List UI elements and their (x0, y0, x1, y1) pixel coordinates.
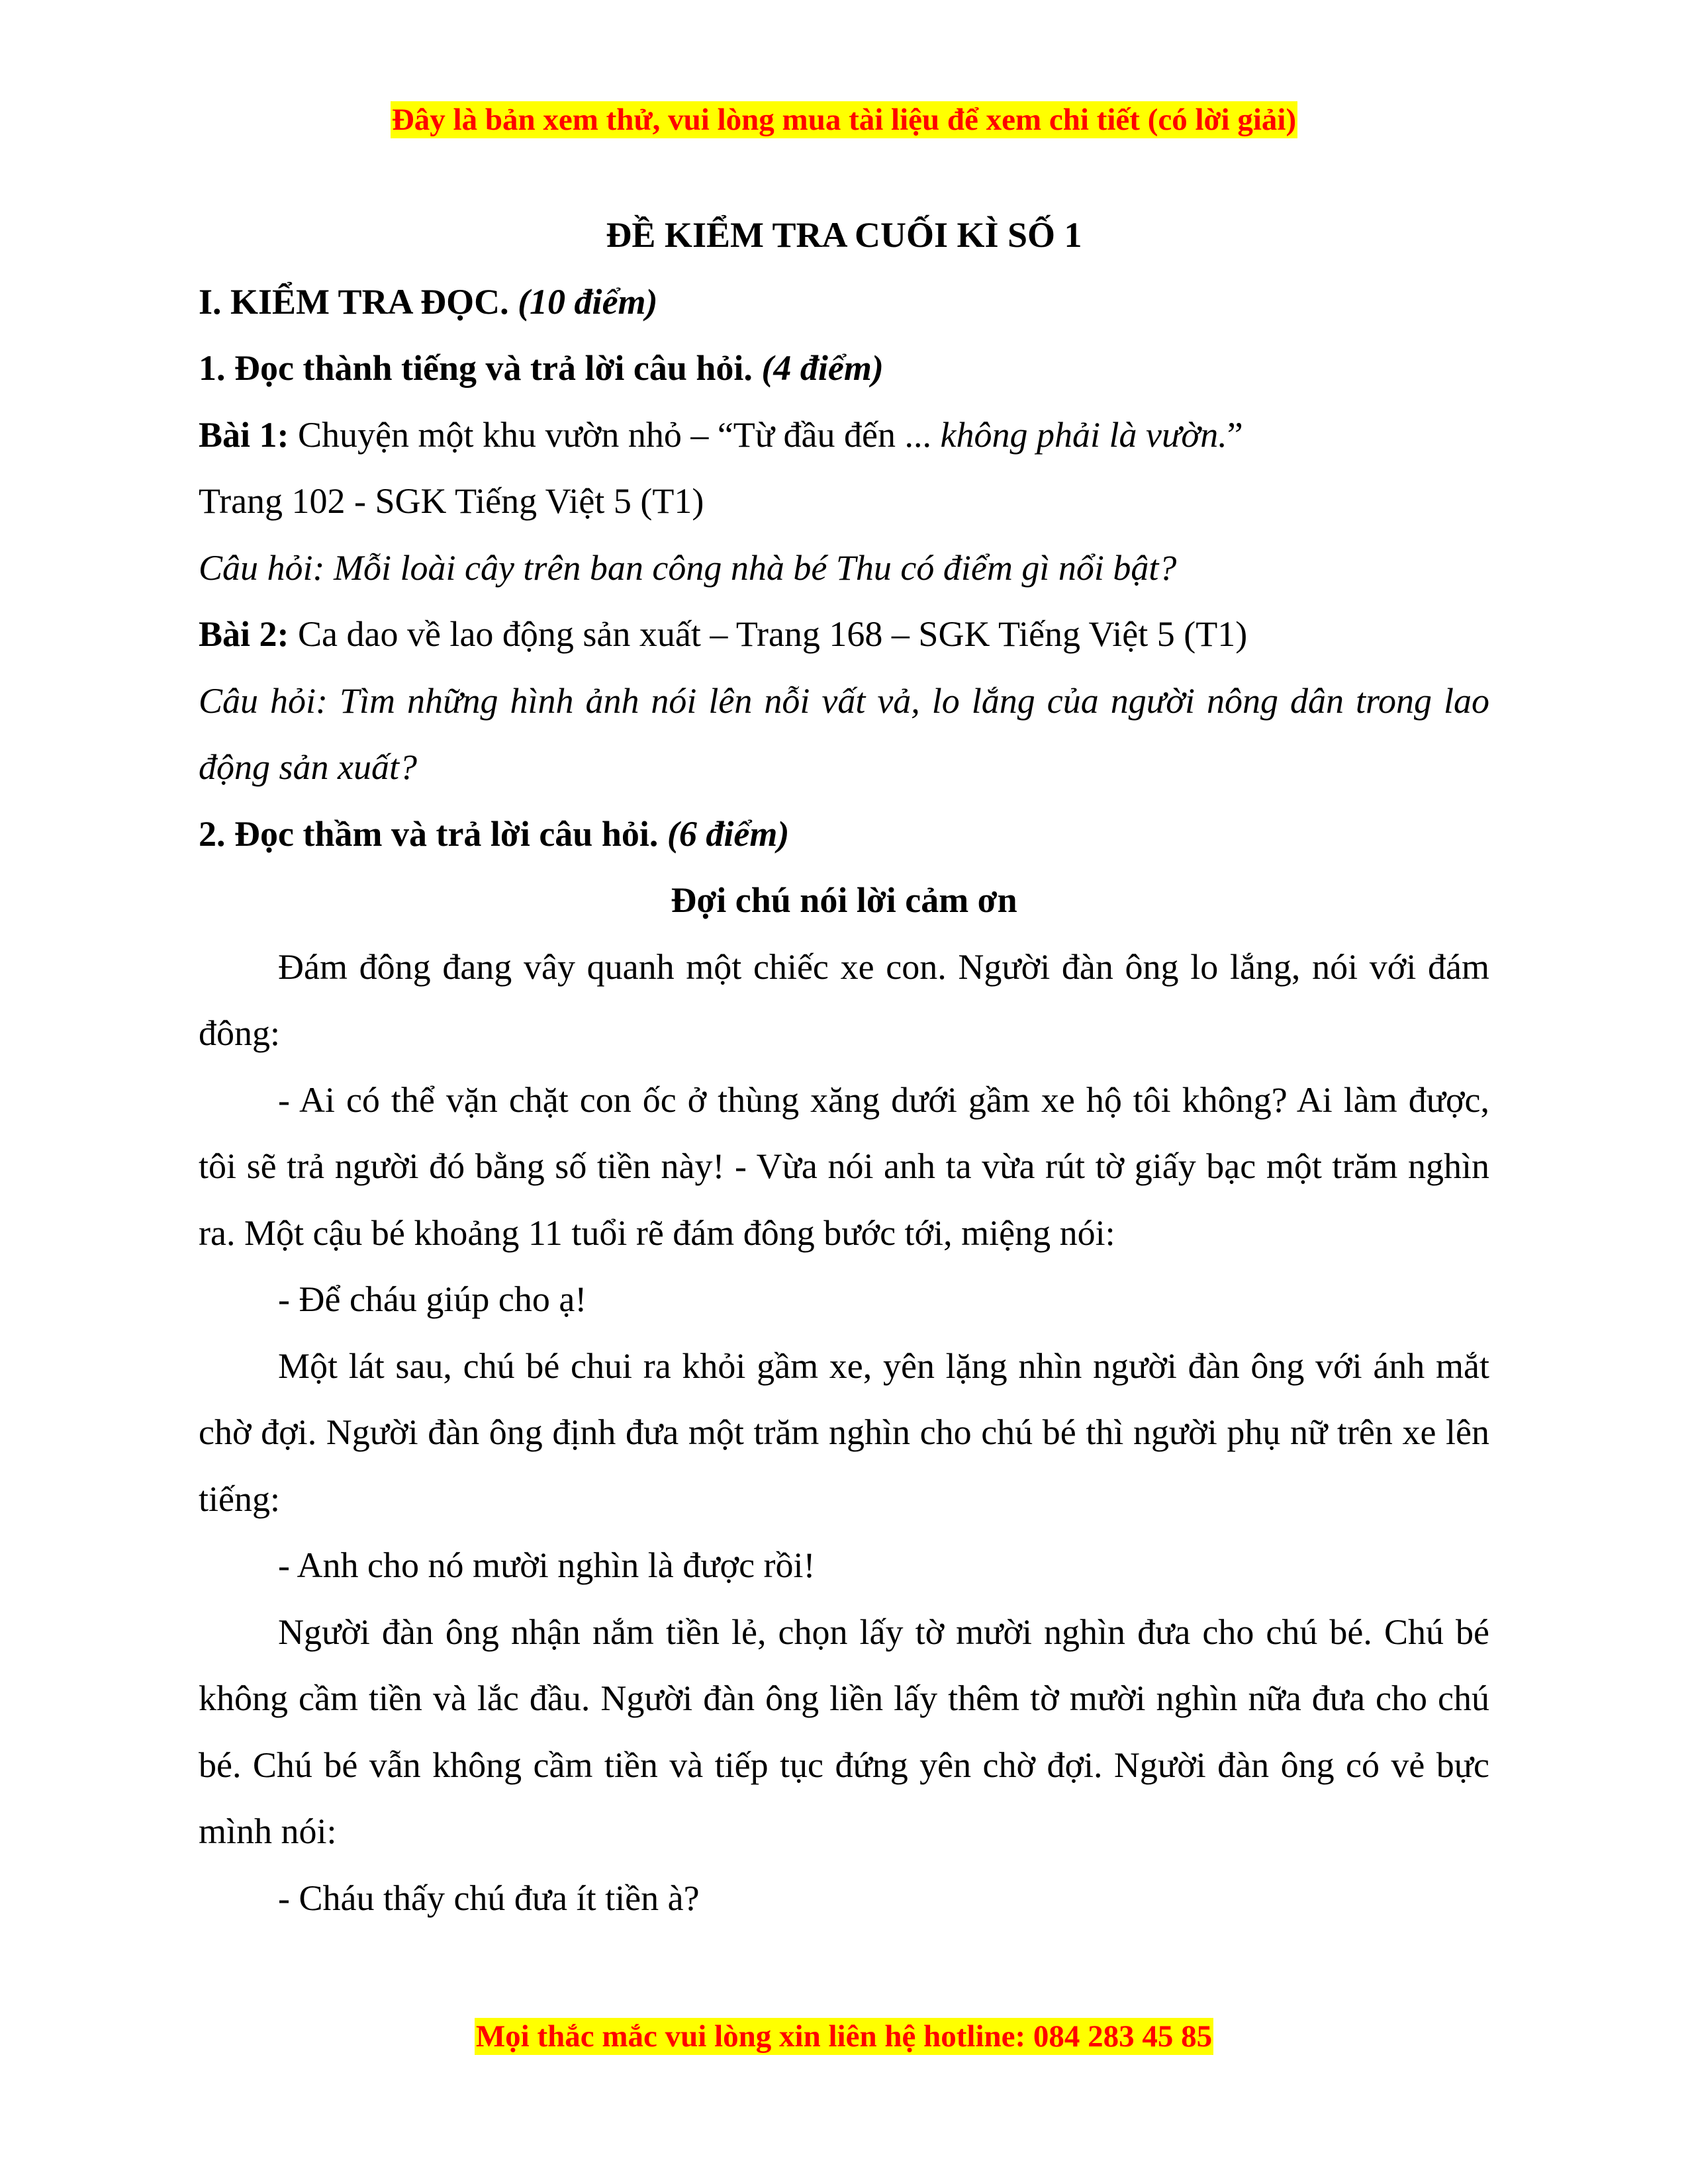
story-paragraph: - Để cháu giúp cho ạ! (278, 1279, 587, 1319)
bai1-text-italic: không phải là vườn. (940, 414, 1227, 455)
part2-points: (6 điểm) (667, 813, 790, 854)
bai1-label: Bài 1: (199, 414, 289, 455)
bai2-label: Bài 2: (199, 614, 289, 654)
section1-title: I. KIỂM TRA ĐỌC. (199, 281, 509, 322)
bai2-line (199, 601, 1489, 668)
story-paragraph: Đám đông đang vây quanh một chiếc xe con. Người đàn ông lo lắng, nói với đám đông: (199, 946, 1489, 1053)
bai1-text-end: ” (1227, 414, 1243, 455)
bai1-text: Chuyện một khu vườn nhỏ – “Từ đầu đến ... (298, 414, 931, 455)
part2-title: 2. Đọc thầm và trả lời câu hỏi. (199, 813, 659, 854)
exam-title: ĐỀ KIỂM TRA CUỐI KÌ SỐ 1 (606, 215, 1082, 255)
bai1-source: Trang 102 - SGK Tiếng Việt 5 (T1) (199, 481, 704, 521)
part1-points: (4 điểm) (761, 348, 884, 388)
preview-notice-text: Đây là bản xem thử, vui lòng mua tài liệu để xem chi tiết (có lời giải) (391, 103, 1297, 137)
bai2-question: Câu hỏi: Tìm những hình ảnh nói lên nỗi vất vả, lo lắng của người nông dân trong lao động sản xuất? (199, 680, 1489, 787)
story-paragraph: Một lát sau, chú bé chui ra khỏi gầm xe, yên lặng nhìn người đàn ông với ánh mắt chờ đợi. Người đàn ông định đưa một trăm nghìn cho chú bé thì người phụ nữ trên xe lên tiếng: (199, 1345, 1489, 1519)
story-title: Đợi chú nói lời cảm ơn (671, 880, 1017, 920)
hotline-text: Mọi thắc mắc vui lòng xin liên hệ hotline: 084 283 45 85 (475, 2019, 1213, 2054)
story-paragraph: - Cháu thấy chú đưa ít tiền à? (278, 1878, 700, 1918)
bai2-text: Ca dao về lao động sản xuất – Trang 168 – SGK Tiếng Việt 5 (T1) (298, 614, 1248, 654)
bai1-line (199, 402, 1489, 469)
section1-points: (10 điểm) (518, 281, 658, 322)
bai1-question: Câu hỏi: Mỗi loài cây trên ban công nhà bé Thu có điểm gì nổi bật? (199, 547, 1177, 588)
part2-heading (199, 801, 1489, 868)
story-paragraph: - Anh cho nó mười nghìn là được rồi! (278, 1545, 816, 1585)
preview-notice-banner (0, 101, 1688, 139)
section1-heading (199, 269, 1489, 336)
part1-heading (199, 335, 1489, 402)
story-paragraph: Người đàn ông nhận nắm tiền lẻ, chọn lấy tờ mười nghìn đưa cho chú bé. Chú bé không cầm tiền và lắc đầu. Người đàn ông liền lấy thêm tờ mười nghìn nữa đưa cho chú bé. Chú bé vẫn không cầm tiền và tiếp tục đứng yên chờ đợi. Người đàn ông có vẻ bực mình nói: (199, 1612, 1489, 1851)
part1-title: 1. Đọc thành tiếng và trả lời câu hỏi. (199, 348, 753, 388)
document-body (199, 202, 1489, 1931)
story-paragraph: - Ai có thể vặn chặt con ốc ở thùng xăng dưới gầm xe hộ tôi không? Ai làm được, tôi sẽ trả người đó bằng số tiền này! - Vừa nói anh ta vừa rút tờ giấy bạc một trăm nghìn ra. Một cậu bé khoảng 11 tuổi rẽ đám đông bước tới, miệng nói: (199, 1079, 1489, 1253)
hotline-banner (0, 2017, 1688, 2056)
